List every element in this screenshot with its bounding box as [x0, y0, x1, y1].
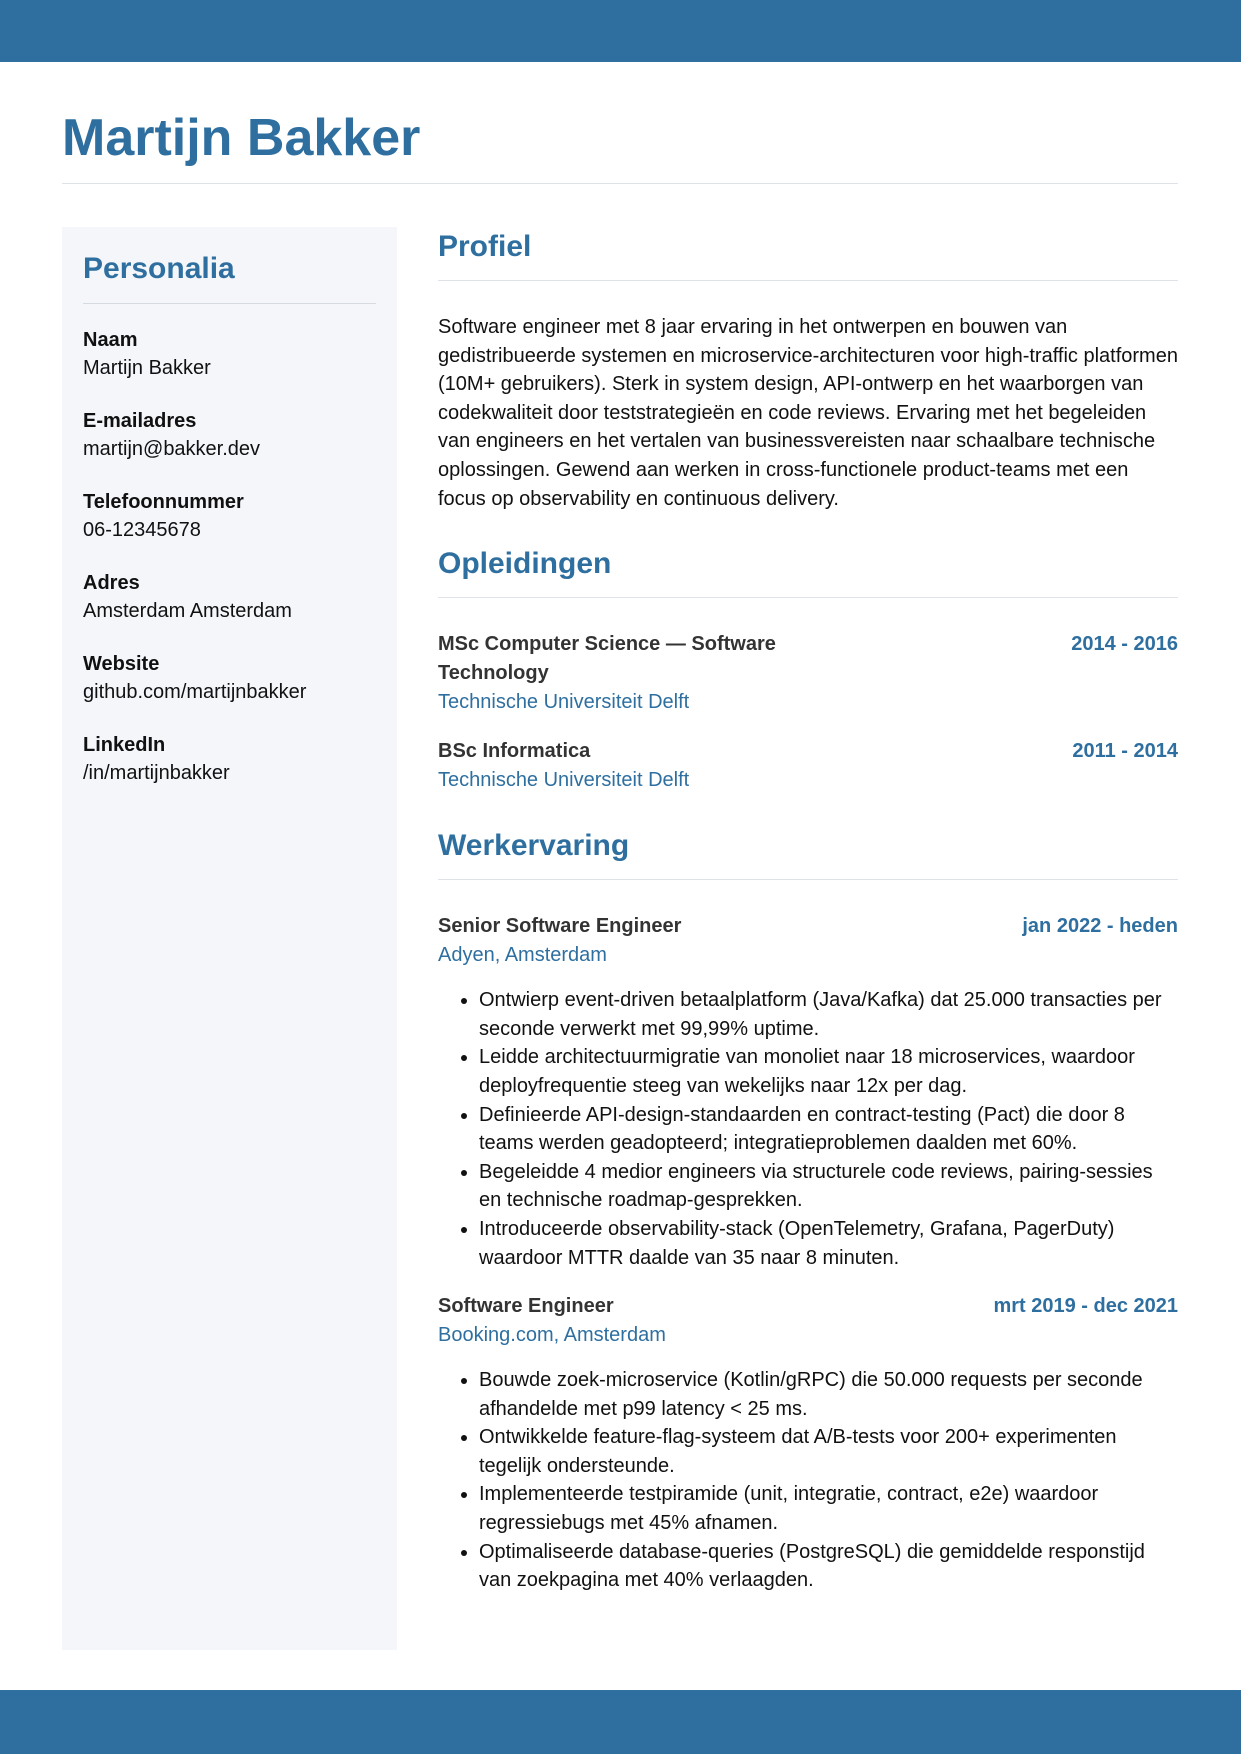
personal-info-linkedin [83, 731, 376, 788]
personal-info-label: E-mailadres [83, 410, 197, 432]
candidate-name: Martijn Bakker [62, 109, 421, 167]
address-value: Amsterdam Amsterdam [83, 600, 292, 622]
profile-section [438, 225, 1178, 513]
bullet-item: • Optimaliseerde database-queries (PostgreSQL) die gemiddelde responstijd van zoekpagina met 40% verlaagden. [479, 1538, 1178, 1595]
personal-info-label: Naam [83, 329, 138, 351]
job-bullets [438, 986, 1178, 1272]
section-divider [438, 879, 1178, 880]
experience-section [438, 824, 1178, 1595]
job-company: Booking.com, Amsterdam [438, 1324, 666, 1347]
job-company: Adyen, Amsterdam [438, 944, 607, 967]
entry-header [438, 737, 1178, 766]
personal-info-label: Telefoonnummer [83, 491, 244, 513]
personalia-divider [83, 303, 376, 304]
personal-info-label: LinkedIn [83, 734, 166, 756]
section-divider [438, 597, 1178, 598]
school-name: Technische Universiteit Delft [438, 691, 690, 714]
bullet-item: • Ontwierp event-driven betaalplatform (Java/Kafka) dat 25.000 transacties per seconde verwerkt met 99,99% uptime. [479, 986, 1178, 1043]
education-section [438, 542, 1178, 795]
bullet-item: • Introduceerde observability-stack (OpenTelemetry, Grafana, PagerDuty) waardoor MTTR daalde van 35 naar 8 minuten. [479, 1215, 1178, 1272]
job-role: Software Engineer [438, 1295, 614, 1318]
header-band [0, 0, 1241, 62]
degree-title: MSc Computer Science — Software Technology [438, 633, 776, 685]
name-divider [62, 183, 1178, 184]
main-content [438, 225, 1178, 1615]
education-dates: 2011 - 2014 [1072, 740, 1178, 763]
entry-header [438, 1292, 1178, 1321]
education-title: Opleidingen [438, 547, 612, 581]
personal-info-name [83, 326, 376, 383]
bullet-item: • Definieerde API-design-standaarden en contract-testing (Pact) die door 8 teams werden geadopteerd; integratieproblemen daalden met 60%. [479, 1101, 1178, 1158]
school-name: Technische Universiteit Delft [438, 769, 690, 792]
profile-title: Profiel [438, 230, 532, 263]
linkedin-link[interactable]: /in/martijnbakker [83, 762, 230, 784]
experience-title: Werkervaring [438, 829, 630, 863]
entry-header [438, 912, 1178, 941]
footer-band [0, 1690, 1241, 1754]
bullet-item: • Begeleidde 4 medior engineers via structurele code reviews, pairing-sessies en technische roadmap-gesprekken. [479, 1158, 1178, 1215]
bullet-item: • Leidde architectuurmigratie van monoliet naar 18 microservices, waardoor deployfrequentie steeg van wekelijks naar 12x per dag. [479, 1043, 1178, 1100]
job-dates: mrt 2019 - dec 2021 [993, 1295, 1178, 1318]
personal-info-label: Website [83, 653, 160, 675]
education-entry [438, 630, 1178, 717]
personal-info-label: Adres [83, 572, 140, 594]
website-link[interactable]: github.com/martijnbakker [83, 681, 307, 703]
education-entry [438, 737, 1178, 795]
personalia-title: Personalia [83, 252, 235, 285]
job-dates: jan 2022 - heden [1022, 915, 1178, 938]
profile-text: Software engineer met 8 jaar ervaring in het ontwerpen en bouwen van gedistribueerde systemen en microservice-architecturen voor high-traffic platformen (10M+ gebruikers). Sterk in system design, API-ontwerp en het waarborgen van codekwaliteit door teststrategieën en code reviews. Ervaring met het begeleiden van engineers en het vertalen van businessvereisten naar schaalbare technische oplossingen. Gewend aan werken in cross-functionele product-teams met een focus op observability en continuous delivery. [438, 316, 1178, 510]
personal-info-website [83, 650, 376, 707]
bullet-item: • Bouwde zoek-microservice (Kotlin/gRPC) die 50.000 requests per seconde afhandelde met p99 latency < 25 ms. [479, 1366, 1178, 1423]
bullet-item: • Implementeerde testpiramide (unit, integratie, contract, e2e) waardoor regressiebugs met 45% afnamen. [479, 1480, 1178, 1537]
job-bullets [438, 1366, 1178, 1595]
personalia-sidebar [62, 227, 397, 1650]
degree-title: BSc Informatica [438, 740, 591, 763]
section-divider [438, 280, 1178, 281]
personal-info-address [83, 569, 376, 626]
job-role: Senior Software Engineer [438, 915, 682, 938]
job-entry [438, 1292, 1178, 1595]
job-entry [438, 912, 1178, 1272]
entry-header [438, 630, 1178, 688]
bullet-item: • Ontwikkelde feature-flag-systeem dat A/B-tests voor 200+ experimenten tegelijk ondersteunde. [479, 1423, 1178, 1480]
personal-info-email [83, 407, 376, 464]
personal-info-phone [83, 488, 376, 545]
education-dates: 2014 - 2016 [1071, 633, 1178, 656]
personal-info-value: Martijn Bakker [83, 357, 211, 379]
phone-value: 06-12345678 [83, 519, 201, 541]
email-value[interactable]: martijn@bakker.dev [83, 438, 261, 460]
